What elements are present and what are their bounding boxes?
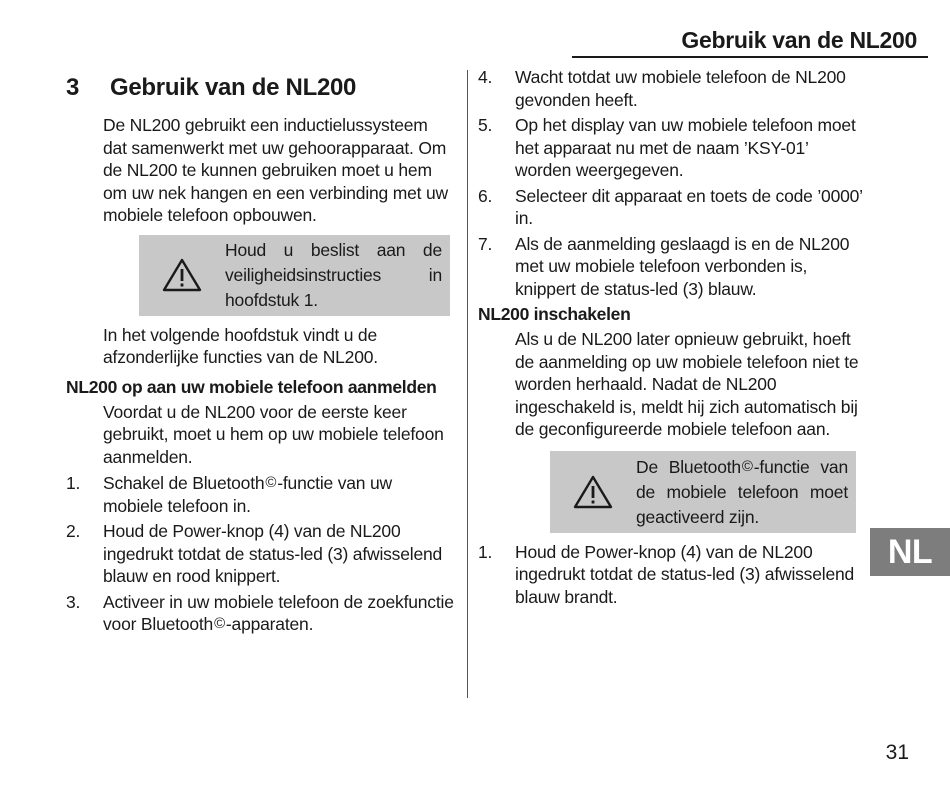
step-text: Als de aanmelding geslaagd is en de NL200 met uw mobiele telefoon verbonden is, knippert de status-led (3) blauw. [515, 233, 850, 299]
switch-on-heading: NL200 inschakelen [478, 304, 631, 324]
bluetooth-trademark-symbol: © [214, 615, 225, 632]
header-rule [572, 56, 928, 58]
left-column [66, 74, 456, 639]
right-column [478, 66, 868, 611]
language-tab-nl: NL [870, 528, 950, 576]
list-item [66, 472, 456, 517]
step-number: 1. [66, 473, 81, 493]
warning-triangle-icon [550, 475, 636, 509]
list-item [478, 114, 868, 182]
intro-paragraph: De NL200 gebruikt een inductielussysteem dat samenwerkt met uw gehoorapparaat. Om de NL200 te kunnen gebruiken moet u hem om uw nek hangen en een verbinding met uw mobiele telefoon opbouwen. [103, 115, 448, 225]
list-item [66, 591, 456, 636]
list-item [478, 185, 868, 230]
step-text: Houd de Power-knop (4) van de NL200 ingedrukt totdat de status-led (3) afwisselend blauw en rood knippert. [103, 521, 443, 586]
safety-warning-text: Houd u beslist aan de veiligheidsinstructies in hoofdstuk 1. [225, 239, 442, 310]
section-number: 3 [66, 74, 80, 101]
switch-on-steps-list [478, 541, 868, 609]
next-chapter-paragraph: In het volgende hoofdstuk vindt u de afzonderlijke functies van de NL200. [103, 324, 378, 367]
pairing-intro: Voordat u de NL200 voor de eerste keer gebruikt, moet u hem op uw mobiele telefoon aanmelden. [103, 401, 444, 467]
safety-warning-box [139, 235, 450, 316]
step-number: 5. [478, 115, 493, 135]
bluetooth-warning-box [550, 451, 856, 533]
switch-on-paragraph: Als u de NL200 later opnieuw gebruikt, hoeft de aanmelding op uw mobiele telefoon niet te worden herhaald. Nadat de NL200 ingeschakeld is, meldt hij zich automatisch bij de geconfigureerde mobiele telefoon aan. [515, 329, 859, 439]
bluetooth-trademark-symbol: © [741, 457, 753, 475]
step-text: Houd de Power-knop (4) van de NL200 ingedrukt totdat de status-led (3) afwisselend blauw brandt. [515, 541, 855, 607]
step-number: 3. [66, 591, 81, 612]
pairing-steps-list-right [478, 66, 868, 300]
step-text: Schakel de Bluetooth©-functie van uw mobiele telefoon in. [103, 473, 392, 516]
list-item [478, 233, 868, 301]
page-header-title: Gebruik van de NL200 [681, 27, 917, 53]
list-item [66, 520, 456, 588]
step-number: 1. [478, 541, 493, 562]
step-text: Op het display van uw mobiele telefoon moet het apparaat nu met de naam ’KSY-01’ worden weergegeven. [515, 115, 856, 180]
column-divider [467, 70, 468, 698]
step-text: Activeer in uw mobiele telefoon de zoekfunctie voor Bluetooth©-apparaten. [103, 591, 454, 634]
step-text: Selecteer dit apparaat en toets de code ’0000’ in. [515, 185, 863, 228]
section-heading [66, 74, 456, 102]
step-number: 4. [478, 67, 493, 87]
step-number: 7. [478, 233, 493, 254]
section-title: Gebruik van de NL200 [110, 74, 357, 101]
page-number: 31 [885, 741, 909, 764]
warning-triangle-icon [139, 258, 225, 292]
bluetooth-trademark-symbol: © [265, 474, 277, 491]
list-item [478, 66, 868, 111]
pairing-heading: NL200 op aan uw mobiele telefoon aanmelden [66, 376, 437, 397]
pairing-steps-list-left [66, 472, 456, 636]
step-number: 2. [66, 521, 81, 541]
step-text: Wacht totdat uw mobiele telefoon de NL200 gevonden heeft. [515, 67, 846, 110]
step-number: 6. [478, 185, 493, 206]
list-item [478, 541, 868, 609]
bluetooth-warning-text: De Bluetooth©-functie van de mobiele telefoon moet geactiveerd zijn. [636, 454, 848, 530]
